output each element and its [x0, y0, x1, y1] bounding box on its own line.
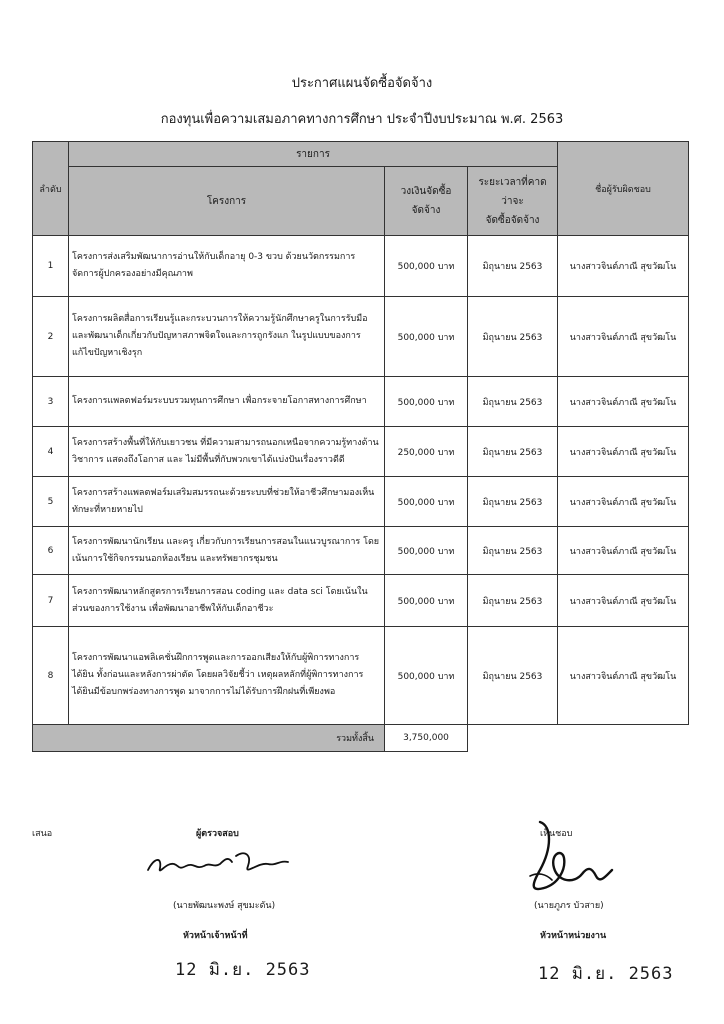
table-row: [33, 575, 689, 627]
row-period: มิถุนายน 2563: [468, 477, 558, 527]
row-project: โครงการพัฒนาหลักสูตรการเรียนการสอน coding และ data sci โดยเน้นในส่วนของการใช้งาน เพื่อพัฒนาอาชีพให้กับเด็กอาชีวะ: [69, 575, 385, 627]
header-period: [468, 167, 558, 236]
approver-signature: [500, 818, 630, 904]
row-budget: 500,000 บาท: [385, 575, 468, 627]
table-row: [33, 477, 689, 527]
table-row: [33, 297, 689, 377]
row-owner: นางสาวจินต์ภาณี สุขวัฒโน: [558, 527, 689, 575]
row-owner: นางสาวจินต์ภาณี สุขวัฒโน: [558, 427, 689, 477]
row-project: โครงการพัฒนาแอพลิเคชั่นฝึกการพูดและการออกเสียงให้กับผู้พิการทางการได้ยิน ทั้งก่อนและหลังการผ่าตัด โดยผลวิจัยชี้ว่า เหตุผลหลักที่ผู้พิการทางการได้ยินมีข้อบกพร่องทางการพูด มาจากการไม่ได้รับการฝึกฝนที่เพียงพอ: [69, 627, 385, 725]
row-budget: 500,000 บาท: [385, 627, 468, 725]
row-project: โครงการสร้างพื้นที่ให้กับเยาวชน ที่มีความสามารถนอกเหนือจากความรู้ทางด้านวิชาการ แสดงถึงโอกาส และ ไม่มีพื้นที่กับพวกเขาได้แบ่งปันเรื่องราวดีดี: [69, 427, 385, 477]
table-row: [33, 627, 689, 725]
total-blank: [468, 725, 689, 752]
row-period: มิถุนายน 2563: [468, 575, 558, 627]
row-no: 2: [33, 297, 69, 377]
header-budget: [385, 167, 468, 236]
header-items-group: รายการ: [69, 142, 558, 167]
total-row: [33, 725, 689, 752]
row-no: 4: [33, 427, 69, 477]
row-project: โครงการผลิตสื่อการเรียนรู้และกระบวนการให้ความรู้นักศึกษาครูในการรับมือและพัฒนาเด็กเกี่ยวกับปัญหาสภาพจิตใจและการถูกรังแก ในรูปแบบของการแก้ไขปัญหาเชิงรุก: [69, 297, 385, 377]
procurement-plan-table: [32, 141, 689, 752]
header-period-line2: ว่าจะ: [501, 195, 524, 207]
row-budget: 500,000 บาท: [385, 377, 468, 427]
total-label: รวมทั้งสิ้น: [33, 725, 385, 752]
row-project: โครงการสร้างแพลตฟอร์มเสริมสมรรถนะด้วยระบบที่ช่วยให้อาชีวศึกษามองเห็น ทักษะที่หายหายไป: [69, 477, 385, 527]
header-owner: ชื่อผู้รับผิดชอบ: [558, 142, 689, 236]
row-budget: 500,000 บาท: [385, 477, 468, 527]
row-project: โครงการพัฒนานักเรียน และครู เกี่ยวกับการเรียนการสอนในแนวบูรณาการ โดยเน้นการใช้กิจกรรมนอกห้องเรียน และทรัพยากรชุมชน: [69, 527, 385, 575]
row-no: 7: [33, 575, 69, 627]
row-budget: 500,000 บาท: [385, 297, 468, 377]
row-period: มิถุนายน 2563: [468, 236, 558, 297]
row-period: มิถุนายน 2563: [468, 527, 558, 575]
row-period: มิถุนายน 2563: [468, 377, 558, 427]
approver-name: (นายภูภร บัวสาย): [534, 901, 604, 911]
document-title: ประกาศแผนจัดซื้อจัดจ้าง: [291, 76, 433, 91]
row-owner: นางสาวจินต์ภาณี สุขวัฒโน: [558, 627, 689, 725]
table-row: [33, 427, 689, 477]
row-budget: 250,000 บาท: [385, 427, 468, 477]
table-row: [33, 377, 689, 427]
approver-date-stamp: 12 มิ.ย. 2563: [538, 964, 674, 984]
approver-position: หัวหน้าหน่วยงาน: [540, 931, 607, 941]
header-budget-line2: จัดจ้าง: [411, 205, 441, 216]
row-no: 5: [33, 477, 69, 527]
row-owner: นางสาวจินต์ภาณี สุขวัฒโน: [558, 377, 689, 427]
row-owner: นางสาวจินต์ภาณี สุขวัฒโน: [558, 297, 689, 377]
row-budget: 500,000 บาท: [385, 527, 468, 575]
header-period-line3: จัดซื้อจัดจ้าง: [485, 214, 540, 226]
row-project: โครงการแพลตฟอร์มระบบรวมทุนการศึกษา เพื่อกระจายโอกาสทางการศึกษา: [69, 377, 385, 427]
document-subtitle: กองทุนเพื่อความเสมอภาคทางการศึกษา ประจำปีงบประมาณ พ.ศ. 2563: [160, 112, 564, 127]
row-owner: นางสาวจินต์ภาณี สุขวัฒโน: [558, 575, 689, 627]
header-period-line1: ระยะเวลาที่คาด: [478, 176, 547, 188]
reviewer-name: (นายพัฒนะพงษ์ สุขมะดัน): [173, 901, 276, 911]
row-period: มิถุนายน 2563: [468, 427, 558, 477]
row-budget: 500,000 บาท: [385, 236, 468, 297]
header-budget-line1: วงเงินจัดซื้อ: [400, 186, 452, 197]
row-owner: นางสาวจินต์ภาณี สุขวัฒโน: [558, 236, 689, 297]
row-owner: นางสาวจินต์ภาณี สุขวัฒโน: [558, 477, 689, 527]
row-project: โครงการส่งเสริมพัฒนาการอ่านให้กับเด็กอายุ 0-3 ขวบ ด้วยนวัตกรรมการจัดการผู้ปกครองอย่างมีคุณภาพ: [69, 236, 385, 297]
reviewer-date-stamp: 12 มิ.ย. 2563: [175, 960, 311, 980]
row-no: 1: [33, 236, 69, 297]
row-no: 6: [33, 527, 69, 575]
row-period: มิถุนายน 2563: [468, 297, 558, 377]
total-value: 3,750,000: [385, 725, 468, 752]
reviewer-label: ผู้ตรวจสอบ: [196, 829, 239, 839]
header-no: ลำดับ: [33, 142, 69, 236]
reviewer-signature: [140, 840, 300, 890]
propose-label: เสนอ: [32, 829, 53, 839]
row-period: มิถุนายน 2563: [468, 627, 558, 725]
table-row: [33, 527, 689, 575]
row-no: 3: [33, 377, 69, 427]
reviewer-position: หัวหน้าเจ้าหน้าที่: [183, 931, 248, 941]
row-no: 8: [33, 627, 69, 725]
approver-label: เห็นชอบ: [540, 829, 573, 839]
table-row: [33, 236, 689, 297]
header-project: โครงการ: [69, 167, 385, 236]
